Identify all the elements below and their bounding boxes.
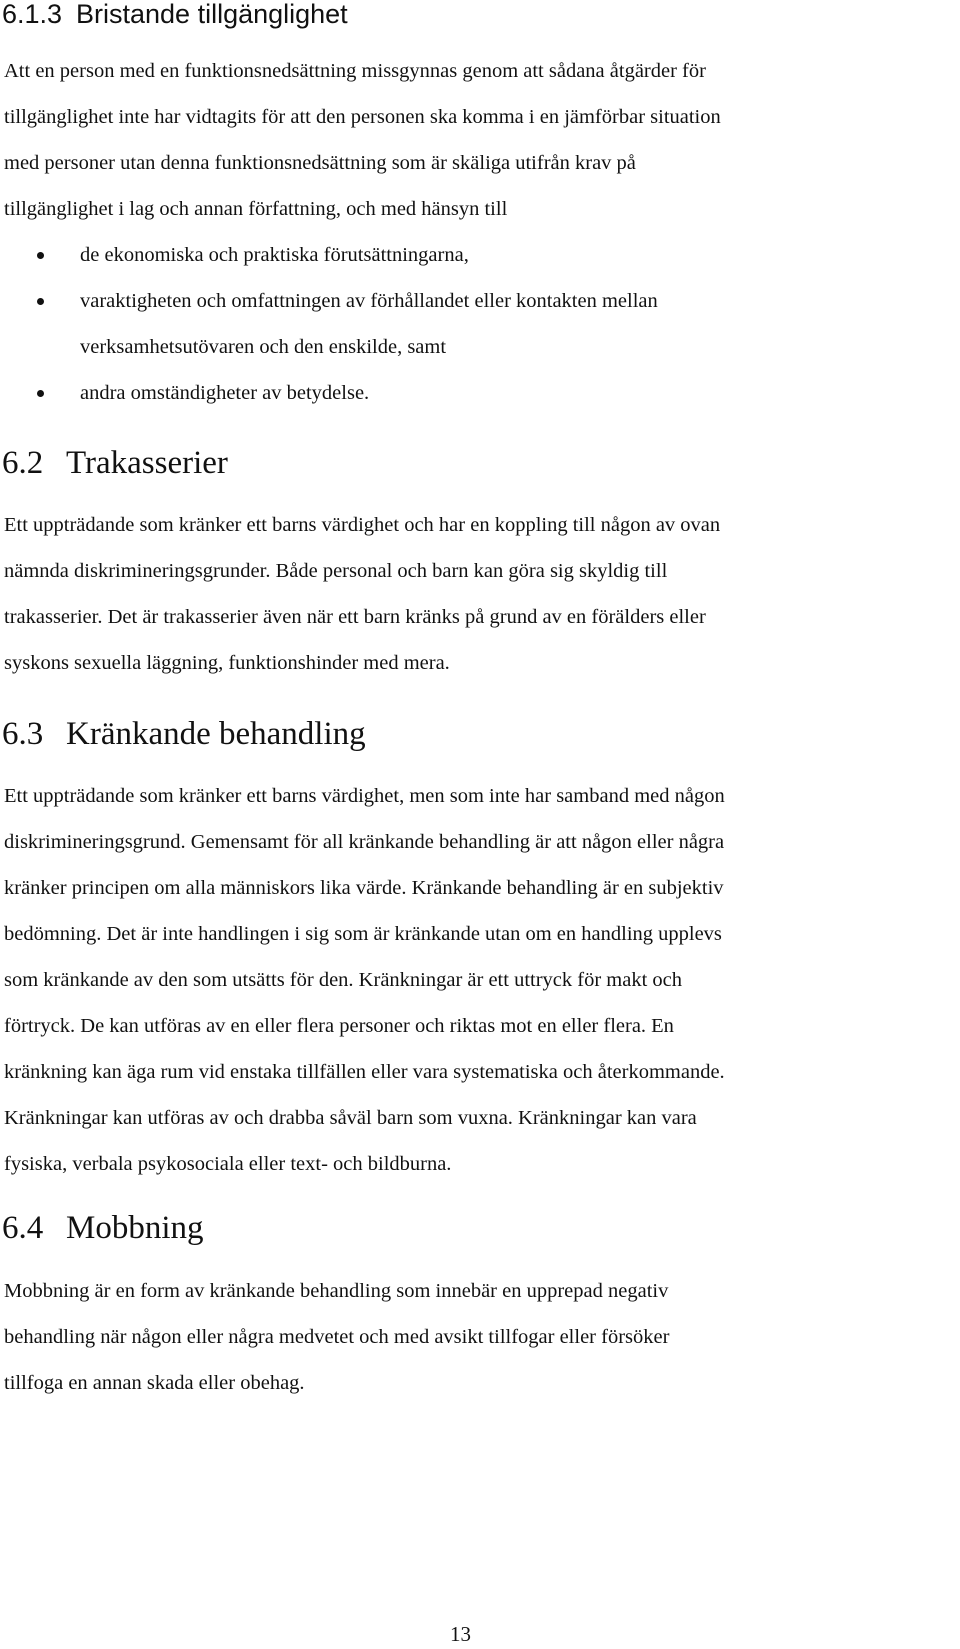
text-line: tillgänglighet i lag och annan författning, och med hänsyn till (4, 198, 508, 220)
bullet-list (0, 232, 920, 416)
bullet-icon (37, 298, 44, 305)
list-item (0, 278, 920, 370)
paragraph-bristande-tillganglighet (4, 48, 924, 232)
section-title: Trakasserier (66, 445, 228, 481)
text-line: trakasserier. Det är trakasserier även när ett barn kränks på grund av en förälders eller (4, 606, 706, 628)
text-line: med personer utan denna funktionsnedsättning som är skäliga utifrån krav på (4, 152, 636, 174)
text-line: tillfoga en annan skada eller obehag. (4, 1372, 305, 1394)
text-line: syskons sexuella läggning, funktionshinder med mera. (4, 652, 450, 674)
text-line: Ett uppträdande som kränker ett barns värdighet och har en koppling till någon av ovan (4, 514, 721, 536)
text-line: behandling när någon eller några medvetet och med avsikt tillfogar eller försöker (4, 1326, 670, 1348)
bullet-icon (37, 252, 44, 259)
section-heading-6-2 (2, 447, 228, 480)
section-heading-6-1-3 (2, 1, 348, 28)
section-number: 6.4 (2, 1210, 44, 1246)
section-title: Bristande tillgänglighet (76, 0, 348, 29)
paragraph-krankande-behandling (4, 773, 924, 1187)
text-line: varaktigheten och omfattningen av förhållandet eller kontakten mellan (80, 290, 658, 312)
bullet-icon (37, 390, 44, 397)
section-number: 6.2 (2, 445, 44, 481)
list-item (0, 370, 920, 416)
text-line: diskrimineringsgrund. Gemensamt för all kränkande behandling är att någon eller några (4, 831, 725, 853)
text-line: kränkning kan äga rum vid enstaka tillfällen eller vara systematiska och återkommande. (4, 1061, 725, 1083)
text-line: andra omständigheter av betydelse. (80, 382, 370, 404)
paragraph-mobbning (4, 1268, 924, 1406)
page-number: 13 (450, 1622, 471, 1646)
text-line: nämnda diskrimineringsgrunder. Både personal och barn kan göra sig skyldig till (4, 560, 668, 582)
text-line: som kränkande av den som utsätts för den. Kränkningar är ett uttryck för makt och (4, 969, 683, 991)
section-number: 6.1.3 (2, 0, 63, 29)
text-line: Kränkningar kan utföras av och drabba såväl barn som vuxna. Kränkningar kan vara (4, 1107, 697, 1129)
section-number: 6.3 (2, 716, 44, 752)
section-heading-6-3 (2, 718, 366, 751)
section-title: Kränkande behandling (66, 716, 366, 752)
text-line: Mobbning är en form av kränkande behandling som innebär en upprepad negativ (4, 1280, 669, 1302)
text-line: fysiska, verbala psykosociala eller text- och bildburna. (4, 1153, 452, 1175)
text-line: verksamhetsutövaren och den enskilde, samt (80, 336, 447, 358)
section-heading-6-4 (2, 1212, 204, 1245)
text-line: kränker principen om alla människors lika värde. Kränkande behandling är en subjektiv (4, 877, 724, 899)
text-line: Ett uppträdande som kränker ett barns värdighet, men som inte har samband med någon (4, 785, 725, 807)
text-line: förtryck. De kan utföras av en eller flera personer och riktas mot en eller flera. En (4, 1015, 674, 1037)
section-title: Mobbning (66, 1210, 204, 1246)
text-line: bedömning. Det är inte handlingen i sig som är kränkande utan om en handling upplevs (4, 923, 722, 945)
text-line: Att en person med en funktionsnedsättning missgynnas genom att sådana åtgärder för (4, 60, 706, 82)
text-line: de ekonomiska och praktiska förutsättningarna, (80, 244, 469, 266)
text-line: tillgänglighet inte har vidtagits för att den personen ska komma i en jämförbar situation (4, 106, 721, 128)
list-item (0, 232, 920, 278)
paragraph-trakasserier (4, 502, 924, 686)
